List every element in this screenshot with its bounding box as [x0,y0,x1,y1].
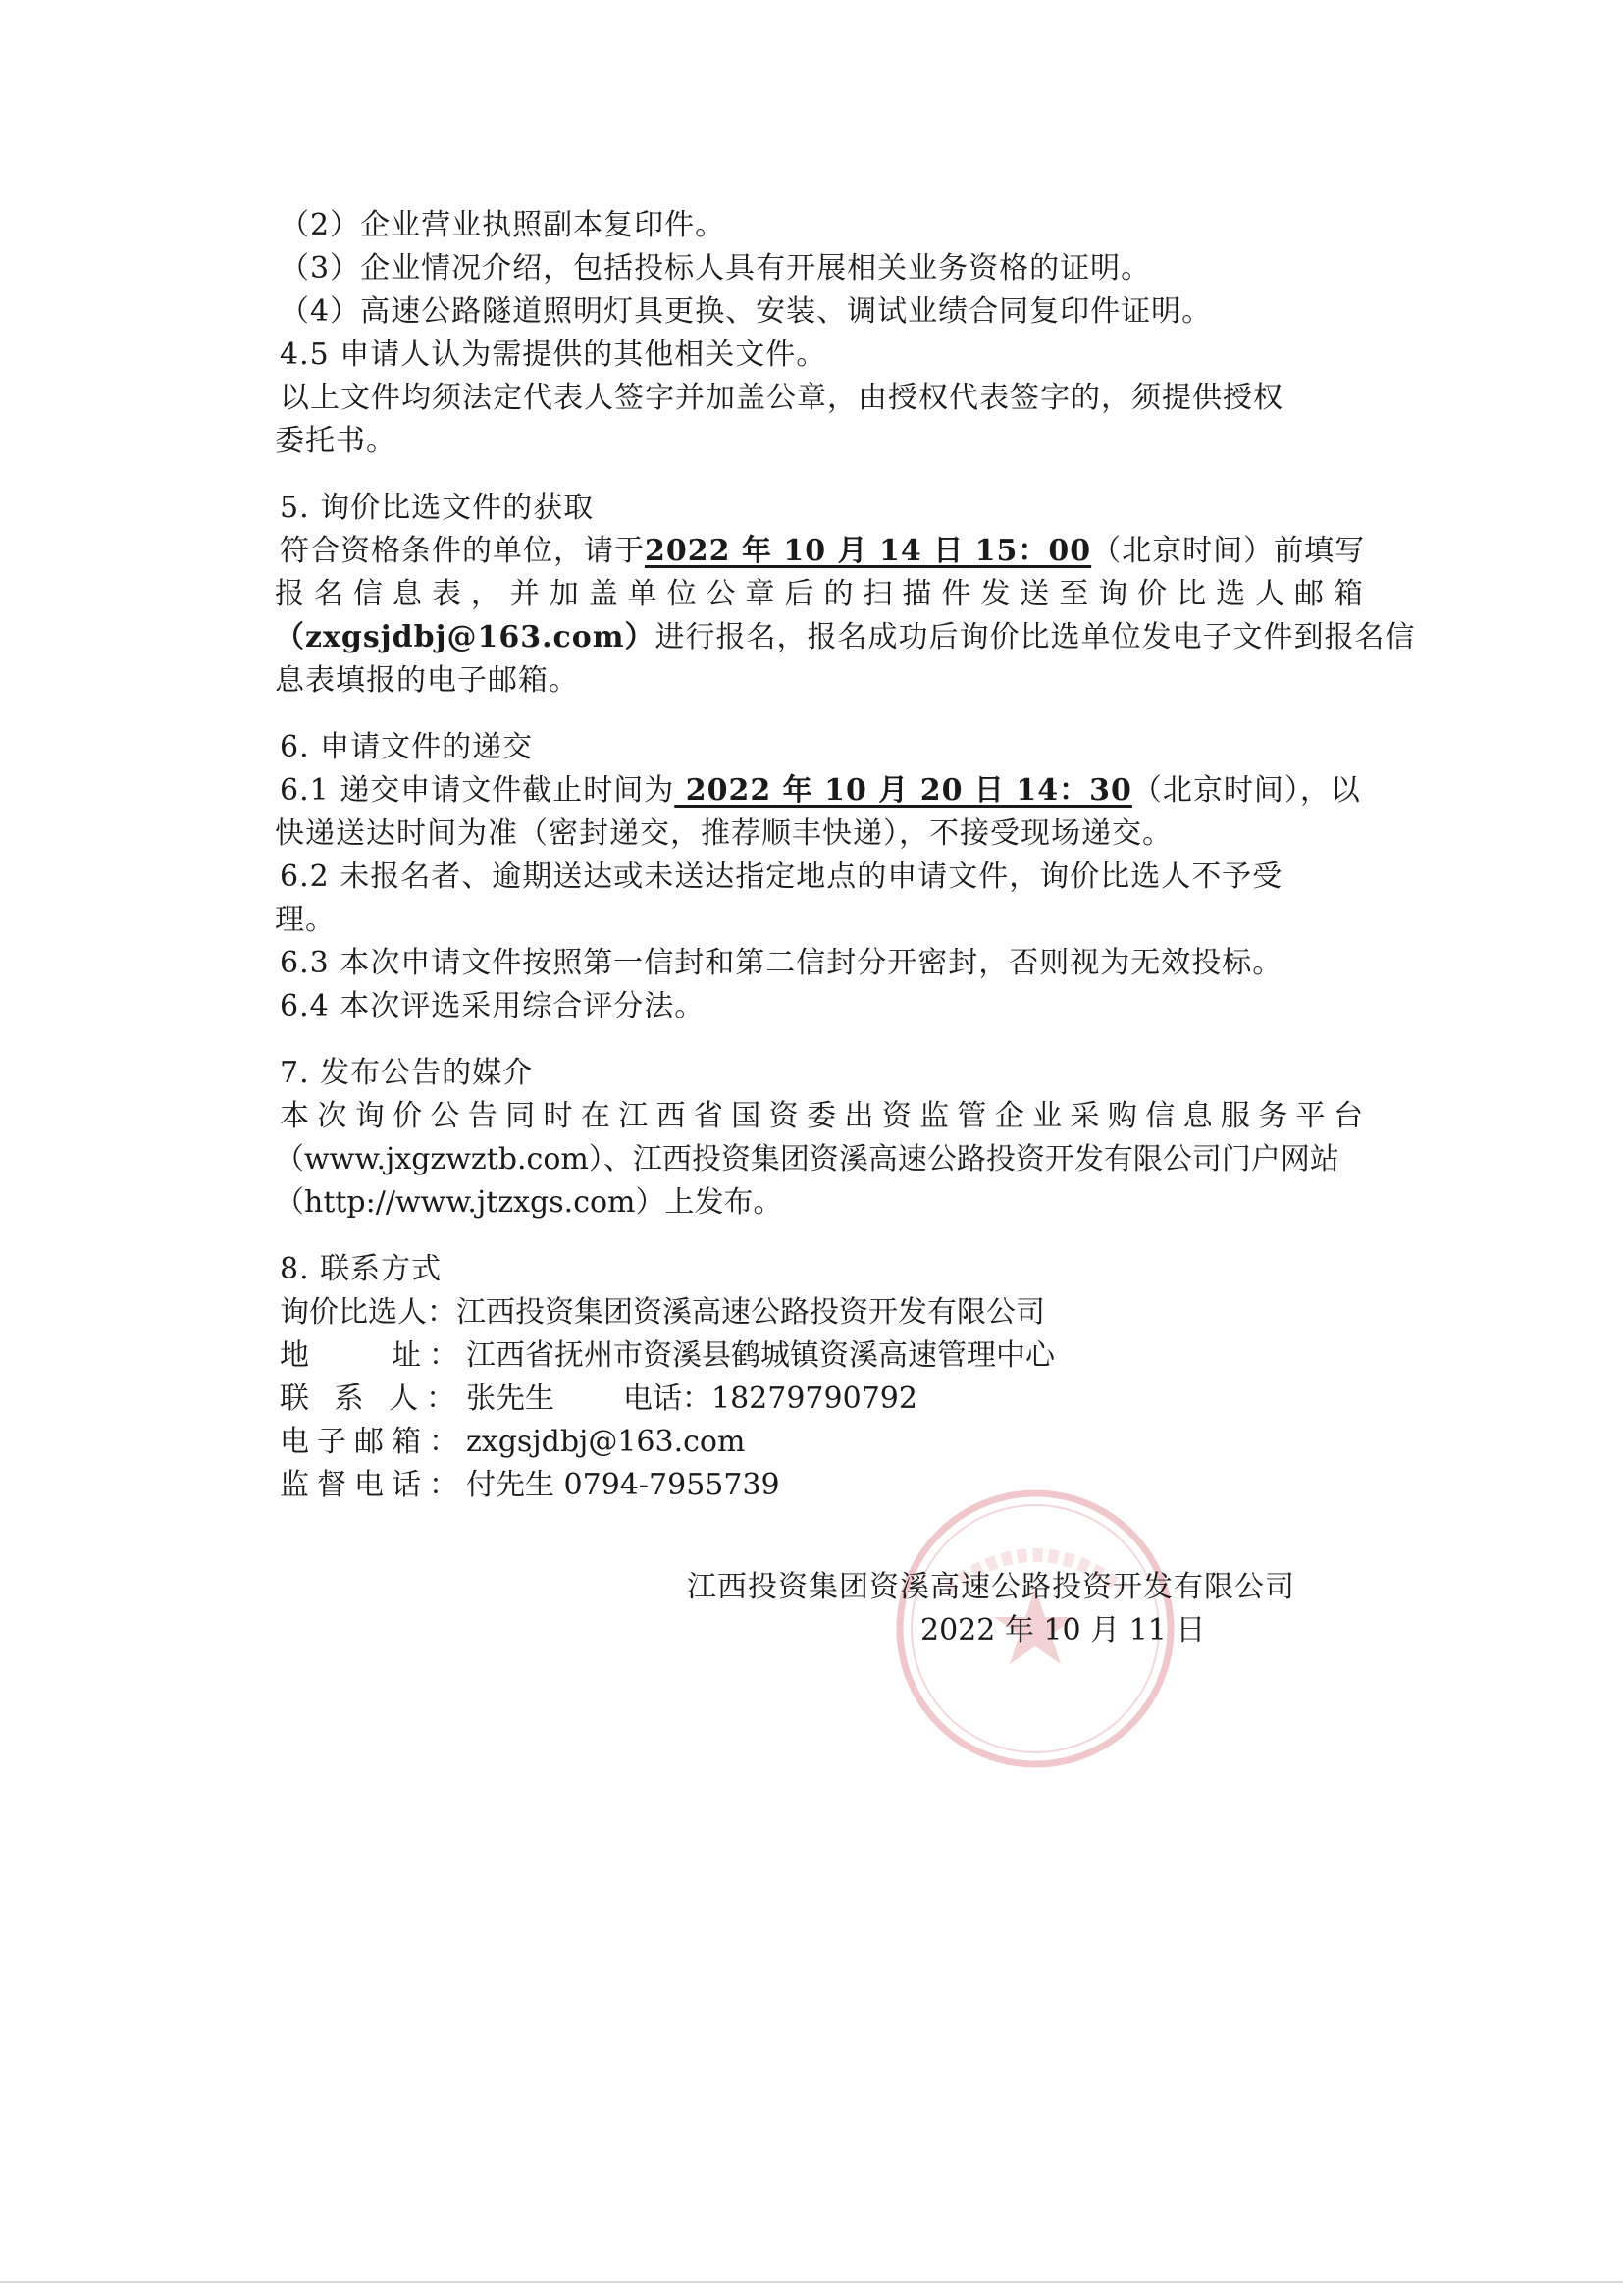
contact-person-label: 联 系 人： [280,1382,464,1416]
contact-address [280,1334,1055,1378]
signature-company: 江西投资集团资溪高速公路投资开发有限公司 [687,1570,1295,1604]
section-5-heading: 5. 询价比选文件的获取 [280,491,595,525]
contact-bidder-value: 江西投资集团资溪高速公路投资开发有限公司 [456,1295,1045,1330]
scan-edge-divider [0,2281,1623,2283]
contact-supervision [280,1464,780,1507]
contact-supervision-value: 付先生 0794-7955739 [466,1468,780,1502]
section-5-line-1-text: 符合资格条件的单位，请于 [280,534,645,568]
item-2: （2）企业营业执照副本复印件。 [280,208,726,242]
section-6-line-5: 6.3 本次申请文件按照第一信封和第二信封分开密封，否则视为无效投标。 [280,946,1283,980]
section-6-line-1 [280,769,1369,812]
section-7-line-2: （www.jxgzwztb.com）、江西投资集团资溪高速公路投资开发有限公司门户网站 [275,1142,1339,1176]
signature-note-line-1: 以上文件均须法定代表人签字并加盖公章，由授权代表签字的，须提供授权 [280,381,1283,415]
item-4-5: 4.5 申请人认为需提供的其他相关文件。 [280,338,827,372]
section-6-line-1-tail: （北京时间），以 [1131,773,1361,808]
section-6-line-3: 6.2 未报名者、逾期送达或未送达指定地点的申请文件，询价比选人不予受 [280,860,1283,894]
contact-email-value: zxgsjdbj@163.com [466,1425,746,1459]
contact-supervision-label: 监督电话： [280,1468,466,1502]
registration-email: （zxgsjdbj@163.com） [275,620,655,654]
registration-deadline: 2022 年 10 月 14 日 15：00 [645,534,1092,568]
contact-phone-value: 18279790792 [711,1382,917,1416]
section-5-line-3 [275,616,1416,659]
signature-note-line-2: 委托书。 [275,424,396,458]
section-8-heading: 8. 联系方式 [280,1252,443,1286]
contact-email [280,1421,745,1464]
item-3: （3）企业情况介绍，包括投标人具有开展相关业务资格的证明。 [280,251,1152,286]
contact-phone-label: 电话： [623,1382,711,1416]
section-5-line-3-tail: 进行报名，报名成功后询价比选单位发电子文件到报名信 [654,620,1416,654]
section-6-line-2: 快递送达时间为准（密封递交，推荐顺丰快递），不接受现场递交。 [275,816,1173,851]
item-4: （4）高速公路隧道照明灯具更换、安装、调试业绩合同复印件证明。 [280,294,1213,329]
section-6-line-1-text: 6.1 递交申请文件截止时间为 [280,773,675,808]
contact-person [280,1378,917,1421]
section-6-line-6: 6.4 本次评选采用综合评分法。 [280,989,706,1023]
contact-bidder [280,1291,1045,1334]
submission-deadline: 2022 年 10 月 20 日 14：30 [674,773,1132,808]
section-7-line-3: （http://www.jtzxgs.com）上发布。 [275,1185,783,1220]
section-5-line-1 [280,530,1369,573]
contact-person-value: 张先生 [466,1382,554,1416]
section-6-line-4: 理。 [275,903,336,937]
section-7-heading: 7. 发布公告的媒介 [280,1056,534,1090]
section-5-line-2: 报名信息表，并加盖单位公章后的扫描件发送至询价比选人邮箱 [275,577,1364,611]
contact-address-label: 地 址： [280,1338,466,1373]
signature-date: 2022 年 10 月 11 日 [920,1613,1206,1647]
section-6-heading: 6. 申请文件的递交 [280,730,534,764]
contact-email-label: 电子邮箱： [280,1425,466,1459]
contact-bidder-label: 询价比选人： [280,1295,456,1330]
section-5-line-1-tail: （北京时间）前填写 [1091,534,1366,568]
section-7-line-1: 本次询价公告同时在江西省国资委出资监管企业采购信息服务平台 [280,1099,1364,1133]
contact-address-value: 江西省抚州市资溪县鹤城镇资溪高速管理中心 [466,1338,1055,1373]
section-5-line-4: 息表填报的电子邮箱。 [275,663,579,698]
